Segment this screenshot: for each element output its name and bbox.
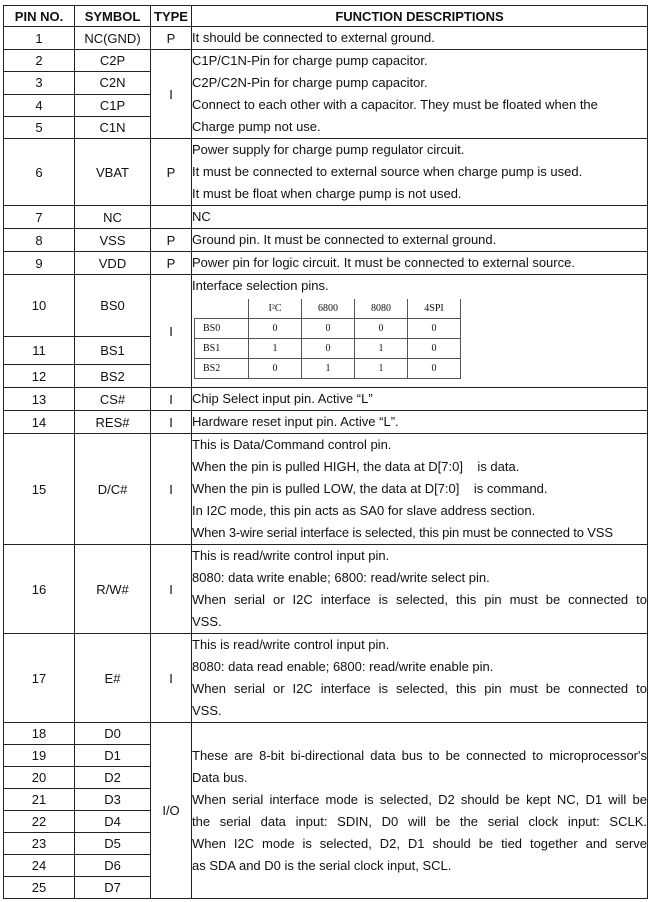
pin-number: 9 (4, 252, 75, 275)
pin-description (192, 545, 648, 634)
table-row (4, 252, 648, 275)
pin-symbol: R/W# (75, 545, 151, 634)
table-row (4, 50, 648, 72)
pin-number: 3 (4, 72, 75, 94)
pin-number: 15 (4, 434, 75, 545)
desc-line: Interface selection pins. (192, 278, 329, 293)
pin-number: 19 (4, 745, 75, 767)
pin-number: 14 (4, 411, 75, 434)
pin-type: I/O (151, 723, 192, 899)
pin-type: I (151, 434, 192, 545)
pin-number: 21 (4, 789, 75, 811)
bs-col-header: I²C (249, 299, 302, 319)
pin-symbol: D0 (75, 723, 151, 745)
desc-line: NC (192, 209, 211, 224)
desc-line: 8080: data read enable; 6800: read/write enable pin. (192, 659, 494, 674)
pin-number: 5 (4, 116, 75, 138)
pin-description (192, 252, 648, 275)
pin-description (192, 411, 648, 434)
bs-row-label: BS1 (195, 339, 249, 359)
pin-symbol: D2 (75, 767, 151, 789)
interface-selection-table (194, 299, 461, 379)
table-row (4, 27, 648, 50)
bs-cell: 0 (249, 359, 302, 379)
pin-symbol: NC (75, 206, 151, 229)
table-row (4, 275, 648, 337)
desc-line: When the pin is pulled LOW, the data at D[7:0] is command. (192, 481, 548, 496)
pin-number: 22 (4, 811, 75, 833)
pin-number: 1 (4, 27, 75, 50)
table-row (4, 434, 648, 545)
desc-line: C2P/C2N-Pin for charge pump capacitor. (192, 75, 428, 90)
bs-cell: 0 (302, 319, 355, 339)
pin-symbol: D1 (75, 745, 151, 767)
desc-line: When serial or I2C interface is selected, this pin must be connected to (192, 681, 647, 696)
pin-number: 6 (4, 139, 75, 206)
pin-number: 20 (4, 767, 75, 789)
pin-number: 4 (4, 94, 75, 116)
pin-symbol: NC(GND) (75, 27, 151, 50)
desc-line: Charge pump not use. (192, 119, 321, 134)
desc-line: VSS. (192, 614, 222, 629)
desc-line: Connect to each other with a capacitor. They must be floated when the (192, 97, 598, 112)
pin-symbol: C2N (75, 72, 151, 94)
pin-type: I (151, 50, 192, 139)
bs-col-header: 8080 (355, 299, 408, 319)
pin-symbol: D/C# (75, 434, 151, 545)
desc-line: Data bus. (192, 769, 248, 785)
pin-symbol: D5 (75, 833, 151, 855)
table-row (4, 723, 648, 745)
pin-symbol: C1N (75, 116, 151, 138)
pin-description (192, 634, 648, 723)
desc-line: Chip Select input pin. Active “L” (192, 391, 373, 406)
desc-line: It should be connected to external ground. (192, 30, 435, 45)
table-row (4, 411, 648, 434)
pin-number: 13 (4, 388, 75, 411)
bs-cell: 0 (408, 359, 461, 379)
desc-line: This is read/write control input pin. (192, 637, 390, 652)
pin-number: 24 (4, 855, 75, 877)
bs-cell: 1 (355, 359, 408, 379)
pin-type: P (151, 252, 192, 275)
pin-type: I (151, 275, 192, 388)
desc-line: When serial or I2C interface is selected, this pin must be connected to (192, 592, 647, 607)
table-row (4, 139, 648, 206)
pin-symbol: VBAT (75, 139, 151, 206)
table-row (4, 634, 648, 723)
bs-cell: 0 (408, 319, 461, 339)
pin-type: I (151, 411, 192, 434)
desc-line: It must be connected to external source when charge pump is used. (192, 164, 583, 179)
pin-description (192, 388, 648, 411)
pin-symbol: E# (75, 634, 151, 723)
pin-description-table (3, 5, 648, 899)
bs-cell: 1 (355, 339, 408, 359)
pin-type: P (151, 139, 192, 206)
desc-line: VSS. (192, 703, 222, 718)
pin-description (192, 229, 648, 252)
bs-col-header: 4SPI (408, 299, 461, 319)
table-row (4, 206, 648, 229)
bs-row-label: BS0 (195, 319, 249, 339)
table-header-row (4, 6, 648, 27)
pin-symbol: CS# (75, 388, 151, 411)
bs-cell: 0 (302, 339, 355, 359)
table-row (4, 545, 648, 634)
pin-type: I (151, 388, 192, 411)
pin-description (192, 27, 648, 50)
pin-description (192, 434, 648, 545)
pin-number: 17 (4, 634, 75, 723)
desc-line: Hardware reset input pin. Active “L”. (192, 414, 399, 429)
desc-line: Ground pin. It must be connected to external ground. (192, 232, 497, 247)
pin-type: I (151, 545, 192, 634)
pin-number: 2 (4, 50, 75, 72)
desc-line: 8080: data write enable; 6800: read/write select pin. (192, 570, 490, 585)
pin-number: 25 (4, 877, 75, 899)
pin-type (151, 206, 192, 229)
desc-line: These are 8-bit bi-directional data bus to be connected to microprocessor's (192, 747, 647, 763)
pin-description (192, 206, 648, 229)
pin-type: P (151, 229, 192, 252)
pin-number: 16 (4, 545, 75, 634)
pin-symbol: VSS (75, 229, 151, 252)
pin-symbol: D7 (75, 877, 151, 899)
pin-symbol: C2P (75, 50, 151, 72)
desc-line: the serial data input: SDIN, D0 will be the serial clock input: SCLK. (192, 813, 647, 829)
pin-number: 11 (4, 337, 75, 365)
bs-cell: 0 (355, 319, 408, 339)
desc-line: C1P/C1N-Pin for charge pump capacitor. (192, 53, 428, 68)
desc-line: When I2C mode is selected, D2, D1 should be tied together and serve (192, 835, 647, 851)
table-row (4, 229, 648, 252)
pin-description (192, 723, 648, 899)
pin-number: 7 (4, 206, 75, 229)
pin-symbol: D4 (75, 811, 151, 833)
pin-symbol: VDD (75, 252, 151, 275)
pin-symbol: C1P (75, 94, 151, 116)
pin-symbol: D6 (75, 855, 151, 877)
bs-cell: 0 (408, 339, 461, 359)
desc-line: When the pin is pulled HIGH, the data at D[7:0] is data. (192, 459, 520, 474)
pin-number: 8 (4, 229, 75, 252)
pin-number: 12 (4, 365, 75, 388)
pin-symbol: BS0 (75, 275, 151, 337)
pin-number: 10 (4, 275, 75, 337)
pin-description (192, 139, 648, 206)
bs-col-header: 6800 (302, 299, 355, 319)
pin-type: P (151, 27, 192, 50)
desc-line: as SDA and D0 is the serial clock input, SCL. (192, 857, 452, 873)
header-function: FUNCTION DESCRIPTIONS (192, 6, 648, 27)
pin-symbol: RES# (75, 411, 151, 434)
desc-line: It must be float when charge pump is not used. (192, 186, 462, 201)
header-symbol: SYMBOL (75, 6, 151, 27)
pin-number: 23 (4, 833, 75, 855)
desc-line: In I2C mode, this pin acts as SA0 for slave address section. (192, 503, 536, 518)
desc-line: Power supply for charge pump regulator circuit. (192, 142, 465, 157)
bs-row-label: BS2 (195, 359, 249, 379)
pin-type: I (151, 634, 192, 723)
pin-symbol: D3 (75, 789, 151, 811)
pin-number: 18 (4, 723, 75, 745)
table-row (4, 388, 648, 411)
pin-symbol: BS2 (75, 365, 151, 388)
header-pin-no: PIN NO. (4, 6, 75, 27)
desc-line: When 3-wire serial interface is selected, this pin must be connected to VSS (192, 525, 613, 540)
pin-symbol: BS1 (75, 337, 151, 365)
desc-line: When serial interface mode is selected, D2 should be kept NC, D1 will be (192, 791, 647, 807)
header-type: TYPE (151, 6, 192, 27)
bs-cell: 1 (302, 359, 355, 379)
desc-line: This is Data/Command control pin. (192, 437, 392, 452)
bs-cell: 0 (249, 319, 302, 339)
pin-description (192, 50, 648, 139)
bs-cell: 1 (249, 339, 302, 359)
pin-description (192, 275, 648, 388)
desc-line: Power pin for logic circuit. It must be connected to external source. (192, 255, 575, 270)
desc-line: This is read/write control input pin. (192, 548, 390, 563)
